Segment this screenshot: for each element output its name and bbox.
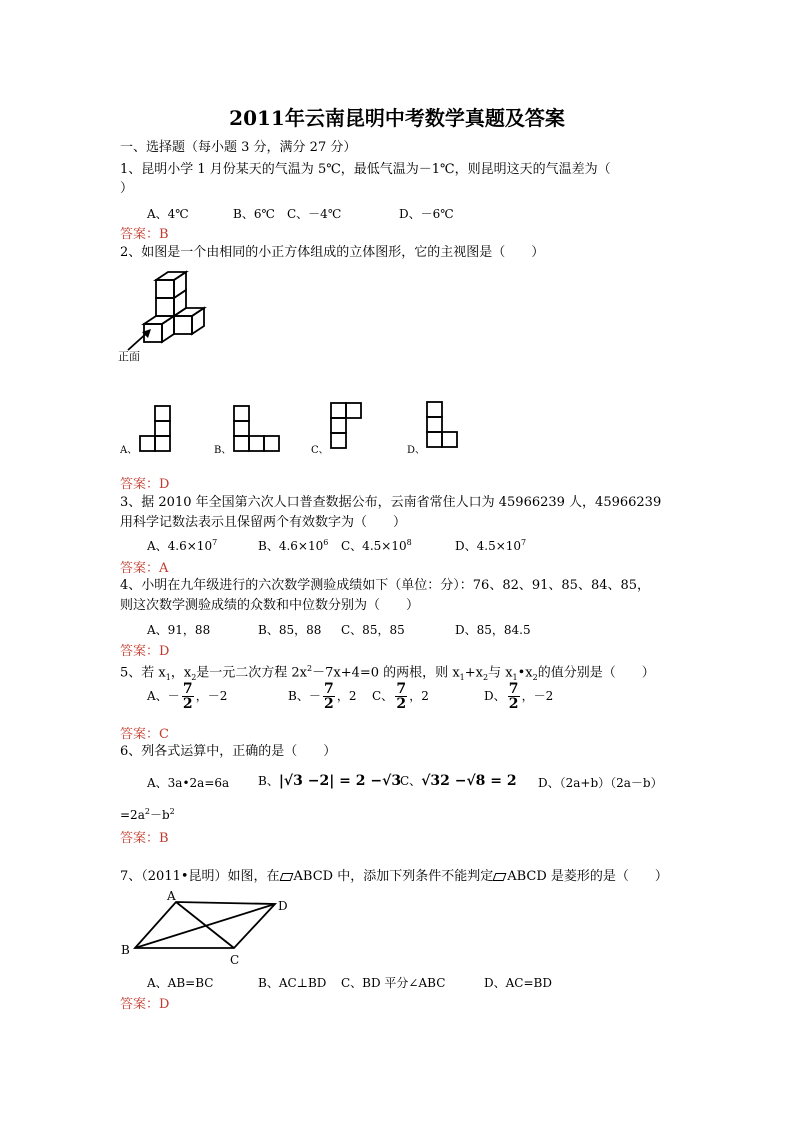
question-4-text: 4、小明在九年级进行的六次数学测验成绩如下（单位：分）：76、82、91、85、84、85，	[120, 578, 651, 593]
q6-option-a: A、3a•2a=6a	[147, 776, 230, 790]
page-title: 2011年云南昆明中考数学真题及答案	[229, 106, 565, 130]
q2-option-d-label: D、	[407, 445, 426, 456]
vertex-c-label: C	[230, 953, 240, 967]
q6-option-b: B、|√3 −2| = 2 −√3	[258, 773, 402, 789]
q1-option-c: C、－4℃	[287, 207, 342, 221]
q4-option-a: A、91，88	[147, 623, 211, 637]
question-5-text: 5、若 $x_1$，$x_2$是一元二次方程 $2x^2-7x+4=0$ 的两根，则 $x_1+x_2$与 $x_1•x_2$的值分别是（ ）	[120, 664, 655, 682]
q2-answer: 答案：D	[120, 477, 170, 492]
q5-answer: 答案：C	[120, 727, 169, 742]
q7-option-a: A、AB=BC	[147, 976, 214, 990]
q1-option-d: D、－6℃	[399, 207, 454, 221]
q4-option-c: C、85，85	[341, 623, 405, 637]
front-label: 正面	[118, 350, 140, 363]
q7-option-b: B、AC⊥BD	[258, 976, 327, 990]
q2-option-b-figure	[232, 405, 282, 453]
q7-answer: 答案：D	[120, 997, 170, 1012]
q1-option-b: B、6℃	[233, 207, 275, 221]
question-7-text: 7、（2011•昆明）如图，在 ABCD 中，添加下列条件不能判定 ABCD 是菱形的是（ ）	[120, 869, 668, 884]
q3-option-a: A、$4.6\times 10^7$	[147, 538, 218, 553]
q2-option-d-figure	[425, 401, 461, 449]
q6-answer: 答案：B	[120, 831, 169, 846]
q2-option-a-figure	[138, 405, 172, 453]
q5-option-b: B、－ $\frac{7}{2}$ ，2	[288, 681, 357, 712]
parallelogram-symbol-icon	[493, 873, 507, 881]
q2-option-b-label: B、	[214, 445, 232, 456]
vertex-a-label: A	[167, 889, 176, 903]
parallelogram-figure	[118, 890, 298, 970]
q3-option-b: B、$4.6\times 10^6$	[258, 538, 329, 553]
vertex-d-label: D	[278, 899, 288, 913]
q6-option-d: D、（2a+b）（2a－b）	[538, 776, 663, 790]
question-2-text: 2、如图是一个由相同的小正方体组成的立体图形，它的主视图是（ ）	[120, 245, 545, 260]
q7-option-d: D、AC=BD	[484, 976, 552, 990]
q5-option-c: C、 $\frac{7}{2}$ ，2	[372, 681, 429, 712]
q4-option-d: D、85，84.5	[455, 623, 531, 637]
cube-solid-figure	[118, 270, 208, 365]
q6-option-d-cont: $=2a^2-b^2$	[120, 807, 175, 822]
question-6-text: 6、列各式运算中，正确的是（ ）	[120, 744, 337, 759]
q1-answer: 答案：B	[120, 227, 169, 242]
q3-answer: 答案：A	[120, 561, 169, 576]
q3-option-c: C、$4.5\times 10^8$	[341, 538, 412, 553]
q2-option-c-label: C、	[311, 445, 329, 456]
question-4-cont: 则这次数学测验成绩的众数和中位数分别为（ ）	[120, 598, 420, 613]
question-1-text: 1、昆明小学 1 月份某天的气温为 5℃，最低气温为－1℃，则昆明这天的气温差为（	[120, 162, 611, 177]
q2-option-c-figure	[329, 402, 363, 450]
q1-option-a: A、4℃	[147, 207, 189, 221]
q4-answer: 答案：D	[120, 644, 170, 659]
q5-option-a: A、－ $\frac{7}{2}$ ，－2	[147, 681, 228, 712]
q3-option-d: D、$4.5\times 10^7$	[455, 538, 527, 553]
q6-option-c: C、√32 −√8 = 2	[400, 773, 517, 789]
vertex-b-label: B	[121, 943, 130, 957]
q4-option-b: B、85，88	[258, 623, 322, 637]
question-3-text: 3、据 2010 年全国第六次人口普查数据公布，云南省常住人口为 45966239 人，45966239	[120, 495, 662, 510]
q2-option-a-label: A、	[120, 445, 138, 456]
q7-option-c: C、BD 平分∠ABC	[341, 976, 446, 990]
q5-option-d: D、 $\frac{7}{2}$ ，－2	[484, 681, 554, 712]
section-heading: 一、选择题（每小题 3 分，满分 27 分）	[120, 140, 357, 155]
question-3-cont: 用科学记数法表示且保留两个有效数字为（ ）	[120, 515, 407, 530]
question-1-cont: ）	[120, 181, 134, 196]
parallelogram-symbol-icon	[279, 873, 293, 881]
